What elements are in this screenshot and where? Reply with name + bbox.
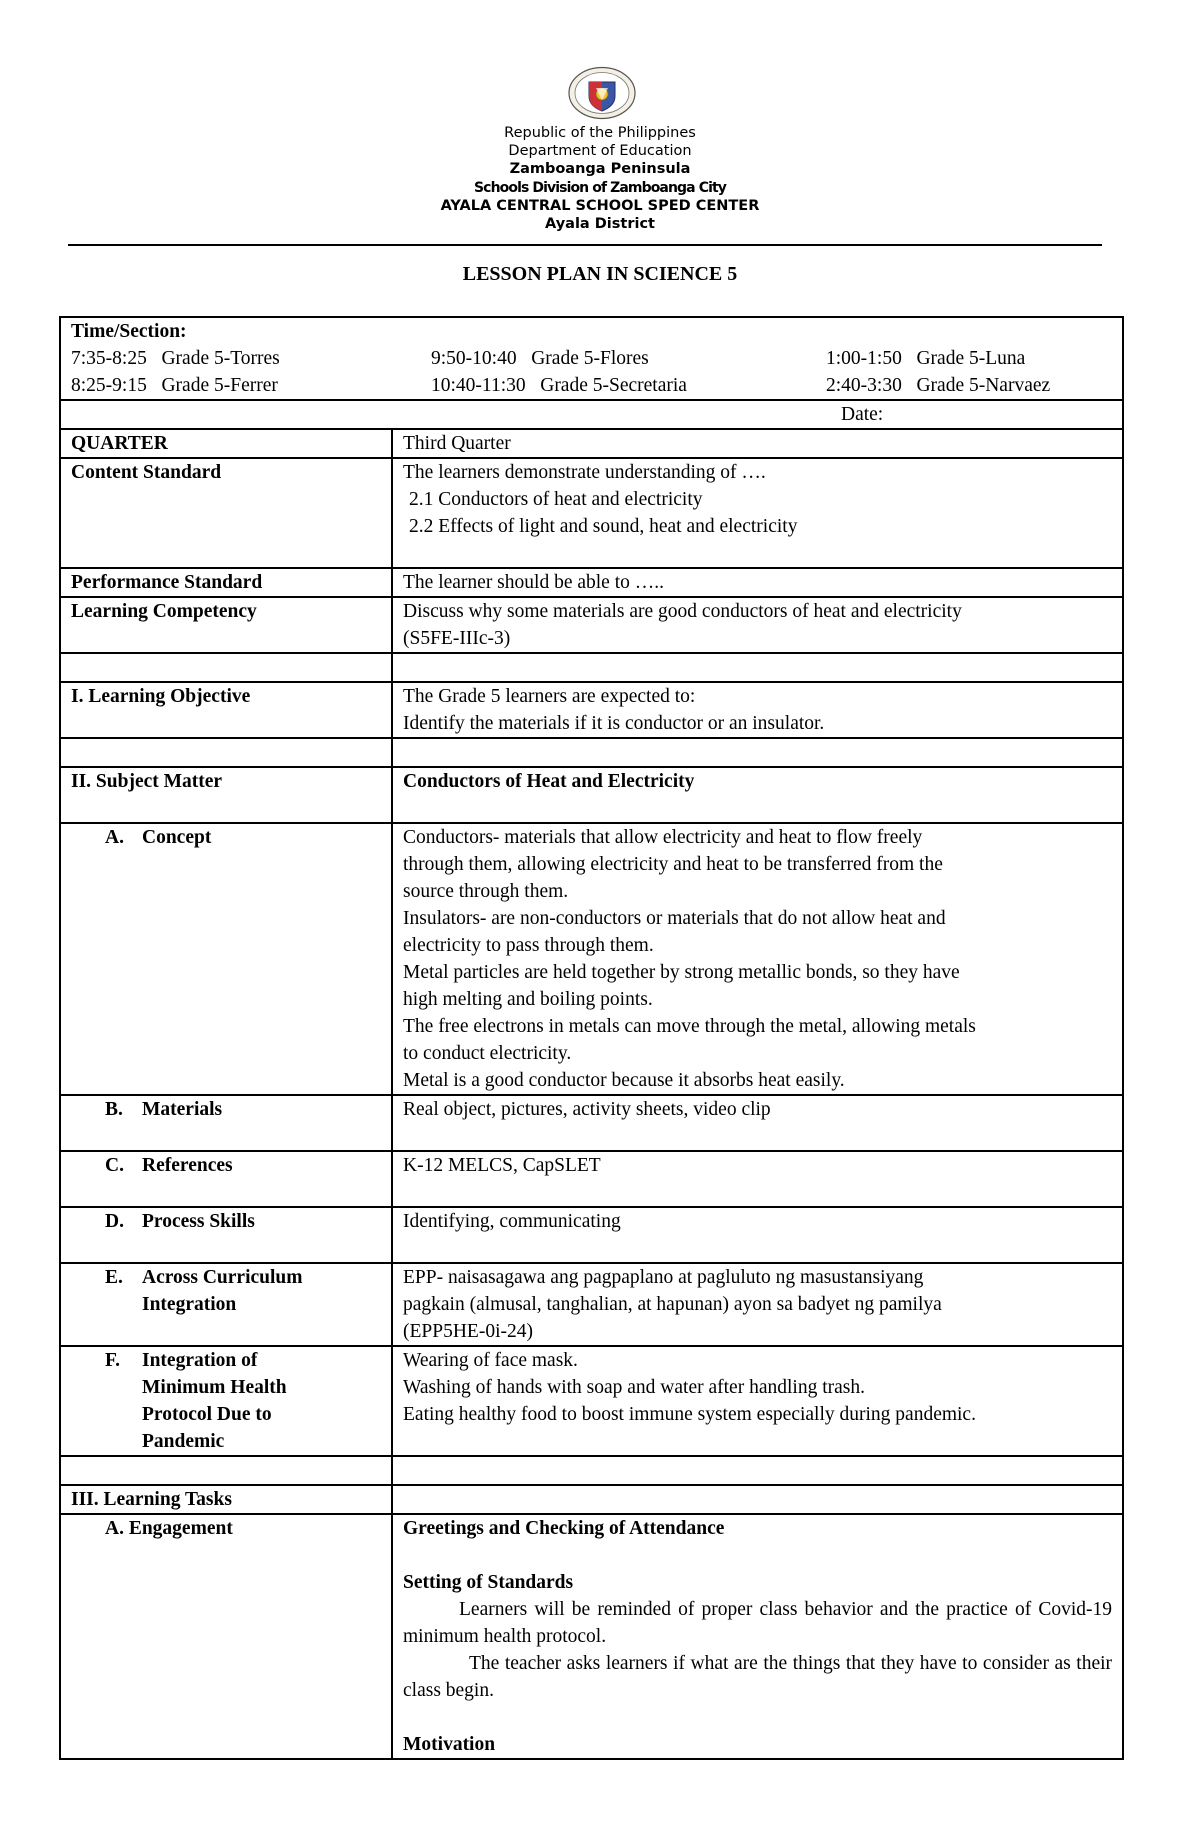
header-divider [68,244,1102,246]
health-protocol-label: Pandemic [142,1431,225,1452]
content-standard-row [60,458,1123,568]
letterhead-district: Ayala District [545,216,655,233]
performance-standard-row [60,568,1123,597]
learning-competency-label: Learning Competency [60,597,392,653]
subject-matter-row [60,767,1123,823]
letterhead [0,124,1200,233]
learning-tasks-label: III. Learning Tasks [60,1485,392,1514]
references-row [60,1151,1123,1207]
health-protocol-label: Integration of [142,1350,258,1371]
subject-matter-label: II. Subject Matter [60,767,392,823]
health-protocol-letter: F. [105,1350,120,1371]
content-standard-item: 2.1 Conductors of heat and electricity [409,489,703,510]
schedule-grid [71,345,1112,399]
performance-standard-value: The learner should be able to ….. [392,568,1123,597]
schedule-section: Grade 5-Luna [916,348,1026,369]
learning-competency-code: (S5FE-IIIc-3) [403,628,511,649]
concept-line: source through them. [403,881,569,902]
schedule-line [71,345,1112,372]
health-protocol-label: Protocol Due to [142,1404,272,1425]
concept-line: through them, allowing electricity and heat to be transferred from the [403,854,943,875]
concept-line: Metal is a good conductor because it absorbs heat easily. [403,1070,845,1091]
engagement-greetings: Greetings and Checking of Attendance [403,1518,725,1539]
health-protocol-line: Eating healthy food to boost immune system especially during pandemic. [403,1404,976,1425]
schedule-label: Time/Section: [71,321,187,342]
concept-line: Insulators- are non-conductors or materials that do not allow heat and [403,908,946,929]
across-curriculum-label: Integration [142,1294,237,1315]
materials-letter: B. [105,1099,123,1120]
schedule-section: Grade 5-Narvaez [916,375,1051,396]
spacer-row [60,1456,1123,1485]
engagement-row [60,1514,1123,1759]
quarter-value: Third Quarter [392,429,1123,458]
learning-objective-intro: The Grade 5 learners are expected to: [403,686,696,707]
concept-line: The free electrons in metals can move through the metal, allowing metals [403,1016,976,1037]
schedule-line [71,372,1112,399]
concept-label: Concept [142,827,212,848]
health-protocol-label: Minimum Health [142,1377,287,1398]
standards-paragraph: The teacher asks learners if what are the things that they have to consider as their class begin. [403,1653,1113,1701]
references-label: References [142,1155,233,1176]
letterhead-republic: Republic of the Philippines [504,125,696,141]
engagement-label: A. Engagement [105,1518,233,1539]
deped-seal-icon [567,66,637,120]
document-title: LESSON PLAN IN SCIENCE 5 [462,263,738,285]
subject-matter-value: Conductors of Heat and Electricity [392,767,1123,823]
references-letter: C. [105,1155,124,1176]
content-standard-item: 2.2 Effects of light and sound, heat and electricity [409,516,798,537]
process-skills-value: Identifying, communicating [392,1207,1123,1263]
learning-competency-line: Discuss why some materials are good conductors of heat and electricity [403,601,962,622]
learning-objective-row [60,682,1123,738]
date-label: Date: [841,404,884,425]
materials-row [60,1095,1123,1151]
quarter-row [60,429,1123,458]
concept-letter: A. [105,827,124,848]
concept-row [60,823,1123,1095]
letterhead-school: AYALA CENTRAL SCHOOL SPED CENTER [440,197,760,214]
across-curriculum-label: Across Curriculum [142,1267,303,1288]
across-curriculum-line: EPP- naisasagawa ang pagpaplano at pagluluto ng masustansiyang [403,1267,924,1288]
motivation-title: Motivation [403,1734,496,1755]
date-row [60,400,1123,429]
references-value: K-12 MELCS, CapSLET [392,1151,1123,1207]
across-curriculum-line: (EPP5HE-0i-24) [403,1321,533,1342]
learning-objective-label: I. Learning Objective [60,682,392,738]
schedule-section: Grade 5-Secretaria [540,375,687,396]
health-protocol-line: Wearing of face mask. [403,1350,578,1371]
learning-competency-row [60,597,1123,653]
process-skills-row [60,1207,1123,1263]
performance-standard-label: Performance Standard [60,568,392,597]
schedule-row [60,317,1123,400]
schedule-time: 2:40-3:30 [826,375,902,396]
lesson-plan-table [59,316,1124,1760]
schedule-time: 9:50-10:40 [431,348,517,369]
schedule-time: 7:35-8:25 [71,348,147,369]
concept-line: to conduct electricity. [403,1043,572,1064]
learning-tasks-row [60,1485,1123,1514]
content-standard-label: Content Standard [60,458,392,568]
process-skills-label: Process Skills [142,1211,255,1232]
content-standard-intro: The learners demonstrate understanding of …. [403,462,766,483]
across-curriculum-letter: E. [105,1267,123,1288]
across-curriculum-row [60,1263,1123,1346]
letterhead-department: Department of Education [508,143,692,160]
concept-line: high melting and boiling points. [403,989,653,1010]
schedule-section: Grade 5-Flores [531,348,649,369]
spacer-row [60,653,1123,682]
standards-title: Setting of Standards [403,1572,574,1593]
letterhead-region: Zamboanga Peninsula [509,161,691,178]
concept-line: electricity to pass through them. [403,935,654,956]
schedule-time: 8:25-9:15 [71,375,147,396]
schedule-section: Grade 5-Torres [161,348,280,369]
schedule-section: Grade 5-Ferrer [161,375,278,396]
process-skills-letter: D. [105,1211,124,1232]
concept-line: Metal particles are held together by strong metallic bonds, so they have [403,962,960,983]
health-protocol-row [60,1346,1123,1456]
learning-objective-text: Identify the materials if it is conductor or an insulator. [403,713,825,734]
materials-value: Real object, pictures, activity sheets, video clip [392,1095,1123,1151]
standards-paragraph: Learners will be reminded of proper class behavior and the practice of Covid-19 minimum health protocol. [403,1599,1113,1647]
quarter-label: QUARTER [60,429,392,458]
letterhead-division: Schools Division of Zamboanga City [474,179,726,196]
schedule-time: 10:40-11:30 [431,375,526,396]
across-curriculum-line: pagkain (almusal, tanghalian, at hapunan) ayon sa badyet ng pamilya [403,1294,942,1315]
schedule-time: 1:00-1:50 [826,348,902,369]
materials-label: Materials [142,1099,223,1120]
spacer-row [60,738,1123,767]
concept-line: Conductors- materials that allow electricity and heat to flow freely [403,827,923,848]
health-protocol-line: Washing of hands with soap and water after handling trash. [403,1377,865,1398]
